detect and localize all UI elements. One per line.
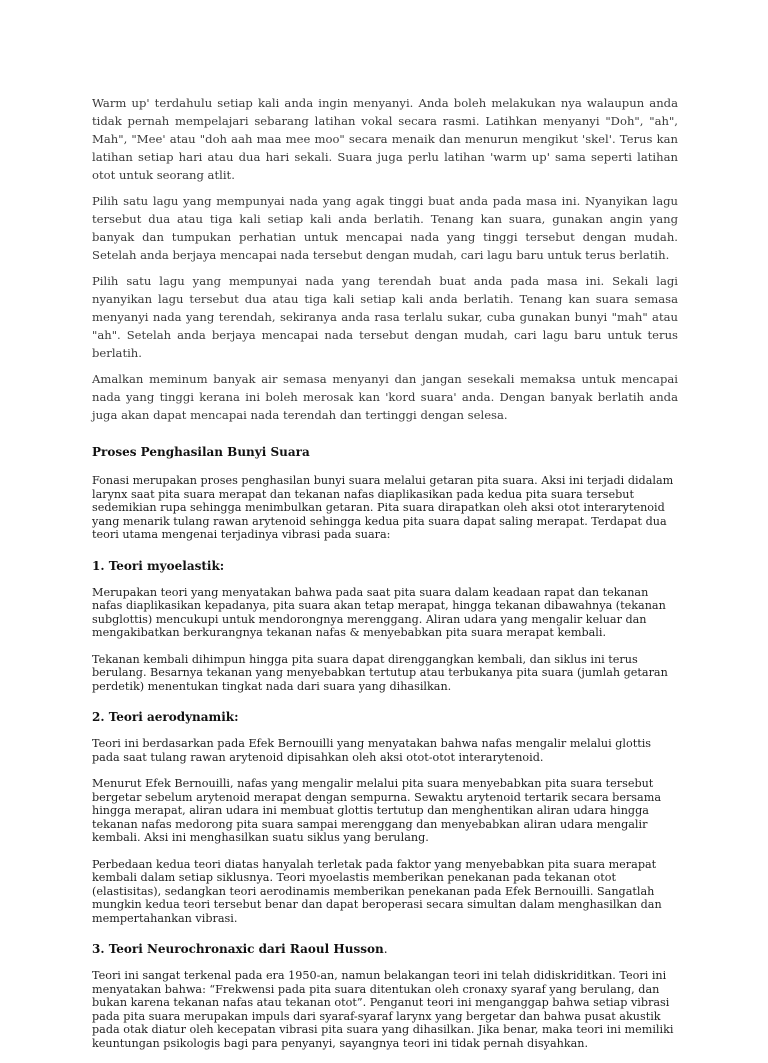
theory1-paragraph-1: Merupakan teori yang menyatakan bahwa pada saat pita suara dalam keadaan rapat dan tekanan nafas diaplikasikan kepadanya, pita suara akan tetap merapat, hingga tekanan dibawahnya (tekanan subglottis) mencukupi untuk mendorongnya merenggang. Aliran udara yang mengalir keluar dan mengakibatkan berkurangnya tekanan nafas & menyebabkan pita suara merapat kembali. (92, 585, 666, 639)
theory2-heading: 2. Teori aerodynamik: (92, 710, 239, 724)
document-page (92, 94, 678, 1063)
section-heading: Proses Penghasilan Bunyi Suara (92, 445, 310, 459)
theory3-paragraph-1: Teori ini sangat terkenal pada era 1950-an, namun belakangan teori ini telah didiskriditkan. Teori ini menyatakan bahwa: “Frekwensi pada pita suara ditentukan oleh cronaxy syaraf yang berulang, dan bukan karena tekanan nafas atau tekanan otot”. Penganut teori ini menganggap bahwa setiap vibrasi pada pita suara merupakan impuls dari syaraf-syaraf larynx yang bergetar dan bahwa pusat akustik pada otak diatur oleh kecepatan vibrasi pita suara yang dihasilkan. Jika benar, maka teori ini memiliki keuntungan psikologis bagi para penyanyi, sayangnya teori ini tidak pernah disyahkan. (92, 969, 674, 1050)
intro-paragraph-high-note: Pilih satu lagu yang mempunyai nada yang agak tinggi buat anda pada masa ini. Nyanyikan lagu tersebut dua atau tiga kali setiap kali anda berlatih. Tenang kan suara, gunakan angin yang banyak dan tumpukan perhatian untuk mencapai nada yang tinggi tersebut dengan mudah. Setelah anda berjaya mencapai nada tersebut dengan mudah, cari lagu baru untuk terus berlatih. (92, 194, 678, 262)
theory2-paragraph-2: Menurut Efek Bernouilli, nafas yang mengalir melalui pita suara menyebabkan pita suara tersebut bergetar sebelum arytenoid merapat dengan sempurna. Sewaktu arytenoid tertarik secara bersama hingga merapat, aliran udara ini membuat glottis tertutup dan menghentikan aliran udara hingga tekanan nafas medorong pita suara sampai merenggang dan menyebabkan aliran udara mengalir kembali. Aksi ini menghasilkan suatu siklus yang berulang. (92, 777, 661, 844)
theory3-heading (92, 941, 678, 957)
intro-paragraph-low-note: Pilih satu lagu yang mempunyai nada yang terendah buat anda pada masa ini. Sekali lagi nyanyikan lagu tersebut dua atau tiga kali setiap kali anda berlatih. Tenang kan suara semasa menyanyi nada yang terendah, sekiranya anda rasa terlalu sukar, cuba gunakan bunyi "mah" atau "ah". Setelah anda berjaya mencapai nada tersebut dengan mudah, cari lagu baru untuk terus berlatih. (92, 274, 678, 360)
theory3-heading-suffix: . (383, 942, 388, 956)
section-intro-paragraph: Fonasi merupakan proses penghasilan bunyi suara melalui getaran pita suara. Aksi ini terjadi didalam larynx saat pita suara merapat dan tekanan nafas diaplikasikan pada kedua pita suara tersebut sedemikian rupa sehingga menimbulkan getaran. Pita suara dirapatkan oleh aksi otot interarytenoid yang menarik tulang rawan arytenoid sehingga kedua pita suara dapat saling merapat. Terdapat dua teori utama mengenai terjadinya vibrasi pada suara: (92, 474, 674, 541)
intro-paragraph-warm-up: Warm up' terdahulu setiap kali anda ingin menyanyi. Anda boleh melakukan nya walaupun anda tidak pernah mempelajari sebarang latihan vokal secara rasmi. Latihkan menyanyi "Doh", "ah", Mah", "Mee' atau "doh aah maa mee moo" secara menaik dan menurun mengikut 'skel'. Terus kan latihan setiap hari atau dua hari sekali. Suara juga perlu latihan 'warm up' sama seperti latihan otot untuk seorang atlit. (92, 96, 678, 182)
theory2-paragraph-3: Perbedaan kedua teori diatas hanyalah terletak pada faktor yang menyebabkan pita suara merapat kembali dalam setiap siklusnya. Teori myoelastis memberikan penekanan pada tekanan otot (elastisitas), sedangkan teori aerodinamis memberikan penekanan pada Efek Bernouilli. Sangatlah mungkin kedua teori tersebut benar dan dapat beroperasi secara simultan dalam menghasilkan dan mempertahankan vibrasi. (92, 857, 662, 925)
theory1-heading: 1. Teori myoelastik: (92, 558, 225, 573)
theory2-paragraph-1: Teori ini berdasarkan pada Efek Bernouilli yang menyatakan bahwa nafas mengalir melalui glottis pada saat tulang rawan arytenoid dipisahkan oleh aksi otot-otot interarytenoid. (92, 737, 652, 764)
intro-paragraph-water: Amalkan meminum banyak air semasa menyanyi dan jangan sesekali memaksa untuk mencapai nada yang tinggi kerana ini boleh merosak kan 'kord suara' anda. Dengan banyak berlatih anda juga akan dapat mencapai nada terendah dan tertinggi dengan selesa. (92, 372, 678, 422)
theory1-paragraph-2: Tekanan kembali dihimpun hingga pita suara dapat direnggangkan kembali, dan siklus ini terus berulang. Besarnya tekanan yang menyebabkan tertutup atau terbukanya pita suara (jumlah getaran perdetik) menentukan tingkat nada dari suara yang dihasilkan. (92, 652, 668, 693)
theory3-heading-text: 3. Teori Neurochronaxic dari Raoul Husson (92, 942, 384, 956)
